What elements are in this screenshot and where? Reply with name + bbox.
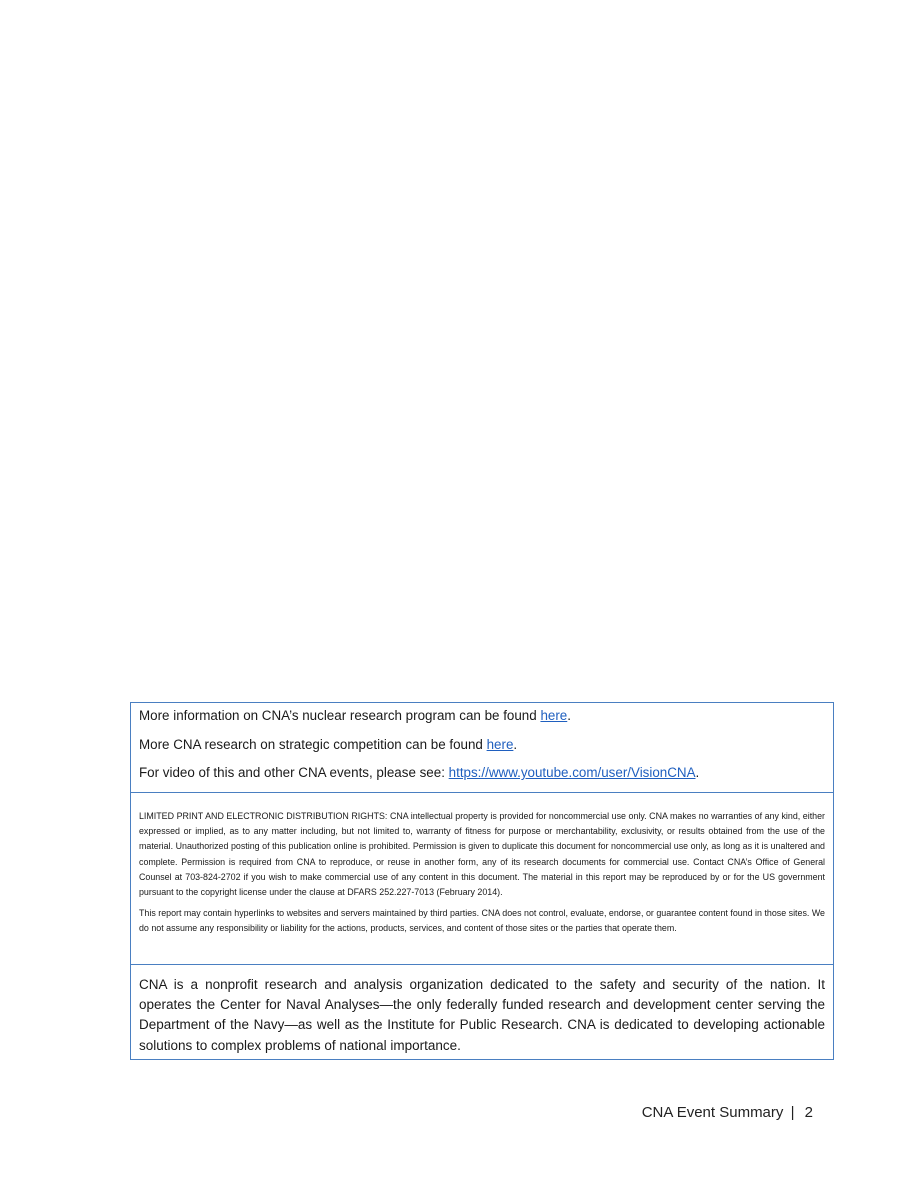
nuclear-research-line — [139, 706, 825, 726]
nuclear-research-suffix: . — [567, 708, 571, 723]
footer-separator: | — [790, 1104, 795, 1121]
video-line — [139, 763, 825, 783]
page-footer — [642, 1104, 813, 1121]
info-box — [130, 702, 834, 1060]
strategic-competition-text: More CNA research on strategic competition can be found — [139, 736, 487, 752]
about-cna-paragraph: CNA is a nonprofit research and analysis organization dedicated to the safety and security of the nation. It operates the Center for Naval Analyses—the only federally funded research and development center serving the Department of the Navy—as well as the Institute for Public Research. CNA is dedicated to developing actionable solutions to complex problems of national importance. — [139, 977, 825, 1053]
about-cna-section — [131, 965, 833, 1056]
footer-title: CNA Event Summary — [641, 1104, 784, 1121]
page-number: 2 — [804, 1104, 813, 1121]
hyperlinks-disclaimer-paragraph: This report may contain hyperlinks to websites and servers maintained by third parties. CNA does not control, evaluate, endorse, or guarantee content found in those sites. We do not assume any responsibility or liability for the actions, products, services, and content of those sites or the parties that operate them. — [139, 908, 825, 934]
video-text: For video of this and other CNA events, please see: — [139, 765, 449, 780]
strategic-competition-suffix: . — [513, 736, 518, 752]
links-section — [131, 703, 833, 793]
youtube-link[interactable]: https://www.youtube.com/user/VisionCNA — [448, 765, 696, 780]
strategic-competition-link[interactable]: here — [486, 736, 514, 752]
strategic-competition-line — [139, 735, 825, 755]
distribution-rights-paragraph: LIMITED PRINT AND ELECTRONIC DISTRIBUTION RIGHTS: CNA intellectual property is provided for noncommercial use only. CNA makes no warranties of any kind, either expressed or implied, as to any matter including, but not limited to, warranty of fitness for purpose or merchantability, exclusivity, or results obtained from the use of the material. Unauthorized posting of this publication online is prohibited. Permission is given to duplicate this document for noncommercial use only, as long as it is unaltered and complete. Permission is required from CNA to reproduce, or reuse in another form, any of its research documents for commercial use. Contact CNA’s Office of General Counsel at 703-824-2702 if you wish to make commercial use of any content in this document. The material in this report may be reproduced by or for the US government pursuant to the copyright license under the clause at DFARS 252.227-7013 (February 2014). — [139, 811, 825, 898]
video-suffix: . — [695, 765, 700, 780]
nuclear-research-text: More information on CNA’s nuclear research program can be found — [139, 708, 541, 723]
distribution-rights-section — [131, 793, 833, 965]
nuclear-research-link[interactable]: here — [540, 708, 568, 723]
